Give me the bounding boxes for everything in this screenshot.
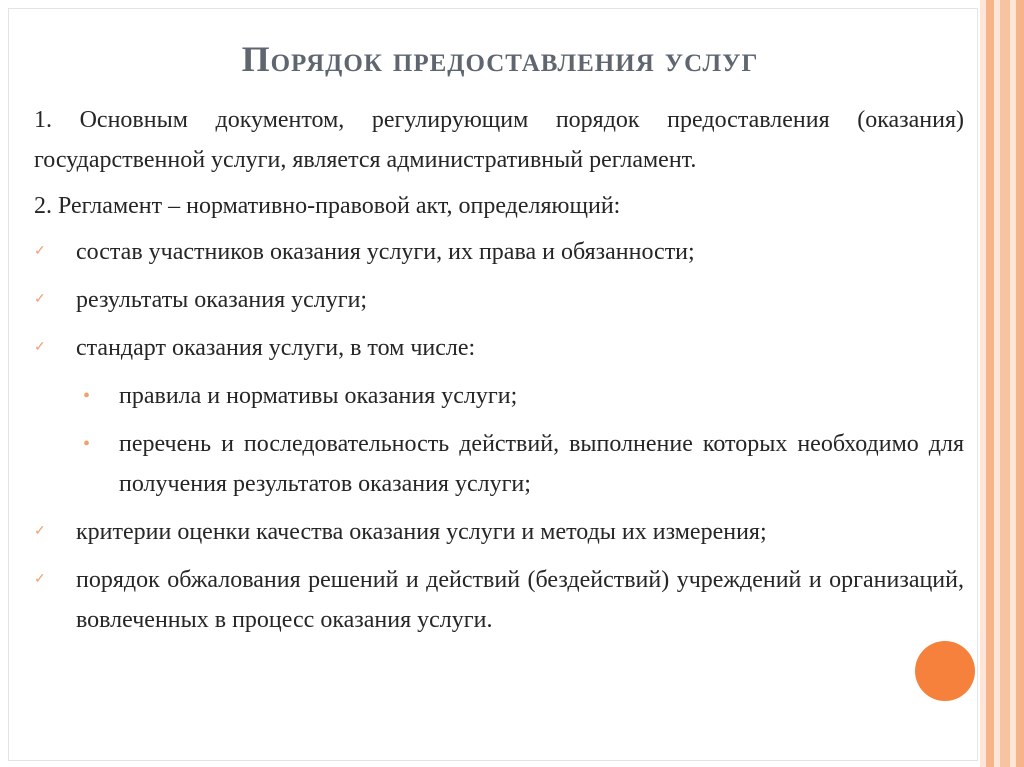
list-item <box>34 560 964 640</box>
list-item <box>34 512 964 552</box>
slide-content <box>34 100 964 648</box>
list-item-text: результаты оказания услуги; <box>76 287 368 313</box>
list-item <box>34 328 964 368</box>
list-item-text: стандарт оказания услуги, в том числе: <box>76 335 476 361</box>
decorative-stripes <box>980 0 1024 767</box>
list-item <box>34 280 964 320</box>
paragraph-2: 2. Регламент – нормативно-правовой акт, определяющий: <box>34 193 621 219</box>
bullet-dot-icon: • <box>83 385 91 407</box>
list-item-text: критерии оценки качества оказания услуги и методы их измерения; <box>76 519 767 545</box>
check-icon: ✓ <box>34 244 46 259</box>
sub-list-item <box>34 376 964 416</box>
list-item-text: порядок обжалования решений и действий (бездействий) учреждений и организаций, вовлеченных в процесс оказания услуги. <box>76 567 964 633</box>
check-icon: ✓ <box>34 292 46 307</box>
check-icon: ✓ <box>34 572 46 587</box>
sub-list-item <box>34 424 964 504</box>
paragraph-1: 1. Основным документом, регулирующим порядок предоставления (оказания) государственной услуги, является административный регламент. <box>34 107 964 173</box>
decorative-circle <box>915 641 975 701</box>
list-item <box>34 232 964 272</box>
sub-list-item-text: перечень и последовательность действий, выполнение которых необходимо для получения результатов оказания услуги; <box>119 431 964 497</box>
check-icon: ✓ <box>34 524 46 539</box>
slide-title: Порядок предоставления услуг <box>241 39 759 79</box>
bullet-dot-icon: • <box>83 433 91 455</box>
sub-list-item-text: правила и нормативы оказания услуги; <box>119 383 518 409</box>
list-item-text: состав участников оказания услуги, их права и обязанности; <box>76 239 695 265</box>
check-icon: ✓ <box>34 340 46 355</box>
